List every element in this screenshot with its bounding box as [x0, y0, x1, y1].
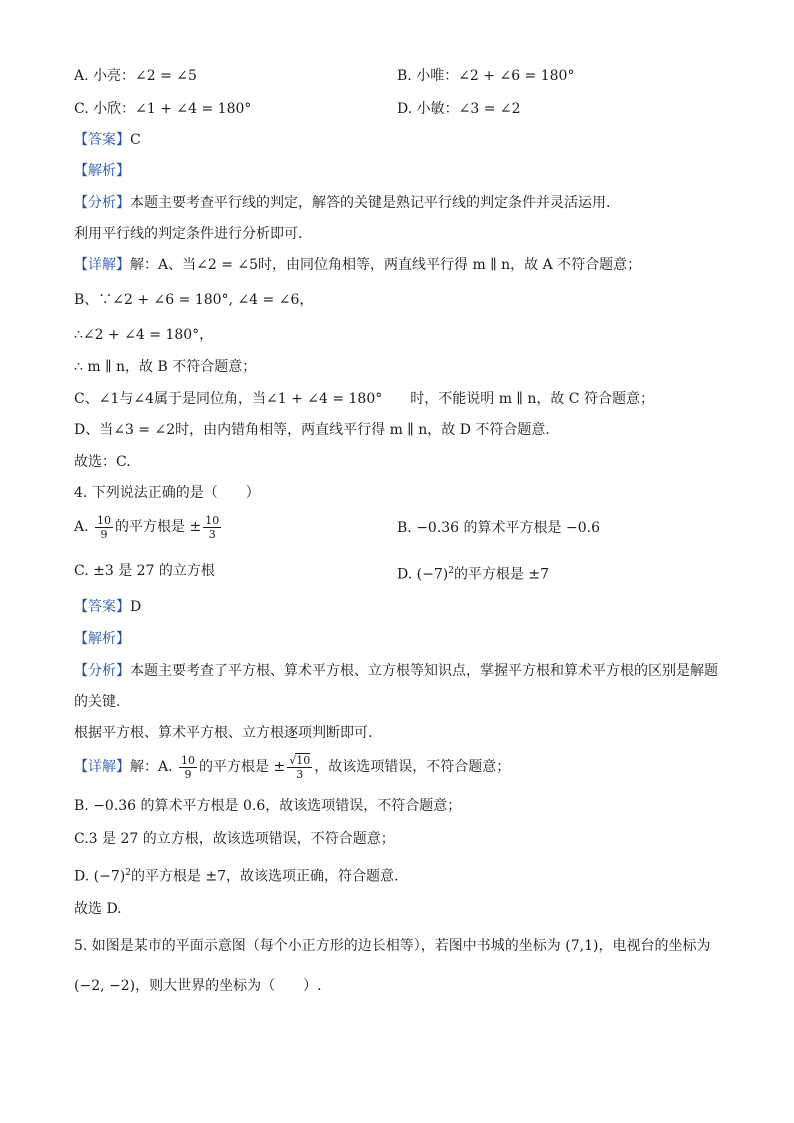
- q3-detail-line2: B、∵∠2 + ∠6 = 180°, ∠4 = ∠6，: [74, 292, 314, 308]
- fraction: $\frac{10}{9}$: [181, 753, 196, 781]
- q4-detail-a: 【详解】解：A. $\frac{10}{9}$ 的平方根是 ± $\frac{√10}{3}$ ，故该选项错误，不符合题意；: [74, 753, 511, 781]
- answer-tag: 【答案】: [74, 132, 130, 148]
- q3-detail-line4: ∴ m ∥ n，故 B 不符合题意；: [74, 359, 257, 375]
- q4-analysis-heading: 【解析】: [74, 631, 130, 647]
- q3-option-c: C. 小欣：∠1 + ∠4 = 180°: [74, 101, 252, 117]
- q4-option-b: B. −0.36 的算术平方根是 −0.6: [397, 520, 600, 536]
- q4-stem: 4. 下列说法正确的是（ ）: [74, 485, 260, 501]
- q3-detail-line6: D、当∠3 = ∠2时，由内错角相等，两直线平行得 m ∥ n，故 D 不符合题意.: [74, 422, 550, 438]
- fraction: $\frac{10}{3}$: [205, 513, 220, 541]
- q4-detail-b: B. −0.36 的算术平方根是 0.6，故该选项错误，不符合题意；: [74, 798, 462, 814]
- q4-analysis-cont: 的关键.: [74, 694, 121, 710]
- q4-answer: 【答案】D: [74, 599, 142, 615]
- q3-analysis-line2: 利用平行线的判定条件进行分析即可.: [74, 226, 303, 242]
- q3-option-b: B. 小唯：∠2 + ∠6 = 180°: [397, 68, 575, 84]
- q3-detail-line1: 【详解】解：A、当∠2 = ∠5时，由同位角相等，两直线平行得 m ∥ n，故 A 不符合题意；: [74, 257, 642, 273]
- q3-detail-line3: ∴∠2 + ∠4 = 180°，: [74, 327, 214, 343]
- q3-option-a: A. 小亮：∠2 = ∠5: [74, 68, 197, 84]
- fraction: $\frac{√10}{3}$: [289, 753, 311, 781]
- q4-conclusion: 故选 D.: [74, 901, 122, 917]
- q3-analysis-heading: 【解析】: [74, 163, 130, 179]
- q4-detail-c: C.3 是 27 的立方根，故该选项错误，不符合题意；: [74, 831, 395, 847]
- q3-conclusion: 故选：C.: [74, 454, 131, 470]
- q4-option-d: D. $(-7)^2$的平方根是 ±7: [397, 566, 550, 583]
- answer-value: C: [130, 132, 141, 148]
- q5-stem-line2: (−2, −2)，则大世界的坐标为（ ）.: [74, 978, 322, 994]
- q3-analysis: 【分析】本题主要考查平行线的判定，解答的关键是熟记平行线的判定条件并灵活运用.: [74, 195, 611, 211]
- q3-answer: [74, 130, 141, 150]
- fraction: $\frac{10}{9}$: [97, 513, 112, 541]
- q4-option-a: A. $\frac{10}{9}$ 的平方根是 ± $\frac{10}{3}$: [74, 513, 220, 541]
- q4-analysis-line2: 根据平方根、算术平方根、立方根逐项判断即可.: [74, 725, 373, 741]
- q3-detail-line5: C、∠1与∠4属于是同位角，当∠1 + ∠4 = 180° 时，不能说明 m ∥ n，故 C 符合题意；: [74, 391, 654, 407]
- q5-stem-line1: 5. 如图是某市的平面示意图（每个小正方形的边长相等），若图中书城的坐标为 (7,1)，电视台的坐标为: [74, 938, 711, 954]
- q4-option-c: C. ±3 是 27 的立方根: [74, 563, 215, 579]
- q4-detail-d: D. $(-7)^2$的平方根是 ±7，故该选项正确，符合题意.: [74, 868, 399, 885]
- q3-option-d: D. 小敏：∠3 = ∠2: [397, 101, 521, 117]
- q4-analysis: 【分析】本题主要考查了平方根、算术平方根、立方根等知识点，掌握平方根和算术平方根的区别是解题: [74, 663, 718, 679]
